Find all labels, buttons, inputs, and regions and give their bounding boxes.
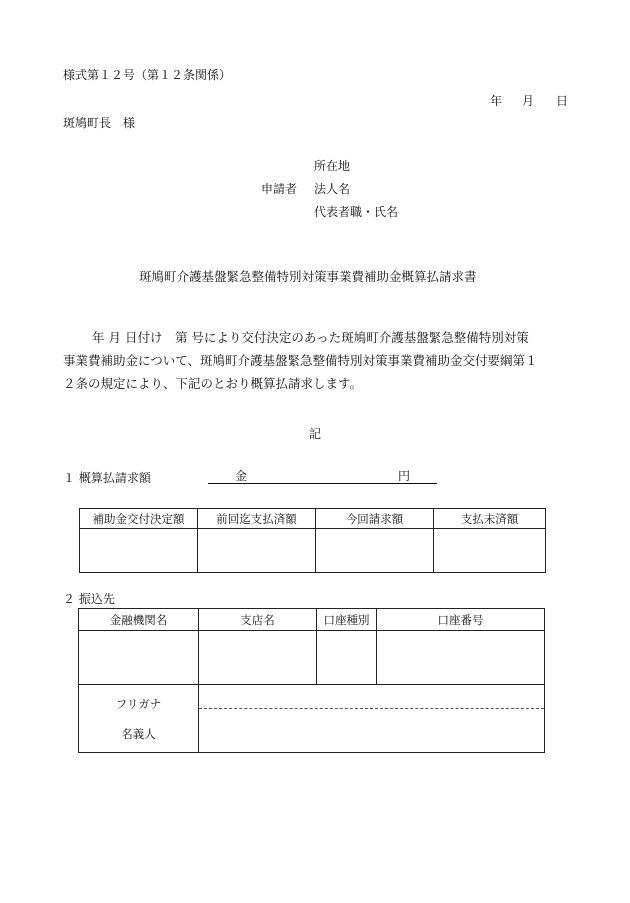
form-number: 様式第１２号（第１２条関係） — [63, 68, 232, 82]
ki-label: 記 — [309, 427, 322, 441]
applicant-corp-name-label: 法人名 — [314, 182, 351, 196]
header-branch-name: 支店名 — [199, 609, 317, 631]
section2-heading: ２ 振込先 — [63, 592, 115, 606]
cell-previous-paid[interactable] — [198, 529, 316, 573]
bank-transfer-table — [78, 608, 545, 753]
date-month: 月 — [522, 94, 535, 108]
header-bank-name: 金融機関名 — [79, 609, 199, 631]
cell-branch-name[interactable] — [199, 631, 317, 685]
furigana-divider — [199, 708, 544, 752]
section1-kin: 金 — [235, 469, 248, 483]
table-row — [80, 529, 546, 573]
cell-bank-name[interactable] — [79, 631, 199, 685]
section1-yen: 円 — [398, 469, 411, 483]
holder-value-cell[interactable] — [199, 685, 545, 753]
body-line-2: 事業費補助金について、斑鳩町介護基盤緊急整備特別対策事業費補助金交付要綱第１ — [63, 353, 538, 368]
date-day: 日 — [556, 94, 569, 108]
cell-current-request[interactable] — [316, 529, 434, 573]
date-year: 年 — [490, 94, 503, 108]
header-unpaid: 支払未済額 — [434, 509, 546, 529]
header-previous-paid: 前回迄支払済額 — [198, 509, 316, 529]
applicant-rep-label: 代表者職・氏名 — [314, 205, 399, 219]
furigana-label: フリガナ — [115, 696, 162, 711]
holder-label-cell — [79, 685, 199, 753]
section1-heading: １ 概算払請求額 — [63, 471, 151, 485]
cell-unpaid[interactable] — [434, 529, 546, 573]
furigana-value[interactable] — [199, 685, 544, 708]
table-header-row — [80, 509, 546, 529]
holder-row — [79, 685, 545, 753]
applicant-label: 申請者 — [261, 182, 298, 196]
cell-decided-amount[interactable] — [80, 529, 198, 573]
applicant-address-label: 所在地 — [314, 159, 351, 173]
header-decided-amount: 補助金交付決定額 — [80, 509, 198, 529]
cell-account-type[interactable] — [317, 631, 377, 685]
header-account-type: 口座種別 — [317, 609, 377, 631]
document-title: 斑鳩町介護基盤緊急整備特別対策事業費補助金概算払請求書 — [139, 269, 477, 284]
amount-underline — [208, 483, 437, 484]
body-line-3: ２条の規定により、下記のとおり概算払請求します。 — [63, 376, 363, 391]
header-current-request: 今回請求額 — [316, 509, 434, 529]
body-line-1: 年 月 日付け 第 号により交付決定のあった斑鳩町介護基盤緊急整備特別対策 — [92, 330, 529, 345]
cell-account-number[interactable] — [377, 631, 545, 685]
holder-label: 名義人 — [121, 726, 156, 741]
table-header-row — [79, 609, 545, 631]
payment-summary-table — [79, 508, 546, 573]
header-account-number: 口座番号 — [377, 609, 545, 631]
table-row — [79, 631, 545, 685]
addressee: 斑鳩町長 様 — [63, 116, 136, 130]
